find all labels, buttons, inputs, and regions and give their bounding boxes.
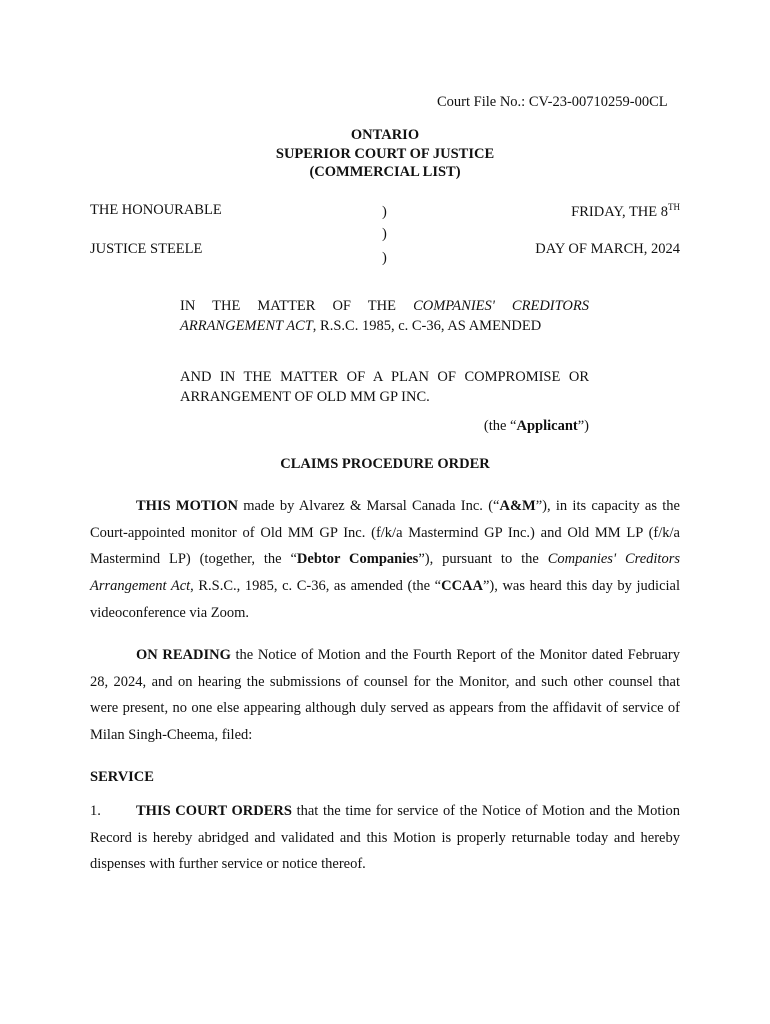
motion-text: made by Alvarez & Marsal Canada Inc. (“ [237,498,500,514]
caption-bracket: ) [382,204,387,220]
applicant-label: Applicant [516,418,578,434]
matter-ccaa-suffix: , R.S.C. 1985, c. C-36, AS AMENDED [312,318,542,334]
monitor-defined-term: A&M [499,498,536,514]
motion-text: , R.S.C., 1985, c. C-36, as amended (the “ [190,578,442,595]
motion-paragraph [90,493,680,627]
matter-plan: AND IN THE MATTER OF A PLAN OF COMPROMISE OR ARRANGEMENT OF OLD MM GP INC. [180,369,589,405]
court-name: SUPERIOR COURT OF JUSTICE [275,146,495,162]
hearing-date: DAY OF MARCH, 2024 [535,241,680,257]
clause-number: 1. [90,803,101,819]
reading-paragraph [90,642,680,749]
court-file-number: Court File No.: CV-23-00710259-00CL [437,94,668,110]
order-title: CLAIMS PROCEDURE ORDER [280,456,490,472]
clause-lead: THIS COURT ORDERS [136,803,292,819]
act-name: Companies' Creditors Arrangement Act [90,551,680,595]
applicant-designation [484,418,589,435]
judge-title: THE HONOURABLE [90,202,222,218]
motion-text: ”), pursuant to the [418,551,548,568]
motion-lead: THIS MOTION [136,498,238,514]
matter-ccaa-prefix: IN THE MATTER OF THE [180,298,414,314]
reading-text: the Notice of Motion and the Fourth Report of the Monitor dated February 28, 2024, and on hearing the submissions of counsel for the Monitor, and such other counsel that were present, no one else appearing although duly served as appears from the affidavit of service of Milan Singh-Cheema, filed: [90,647,680,744]
caption-bracket: ) [382,250,387,266]
matter-ccaa [180,296,589,336]
hearing-day-text: FRIDAY, THE 8 [571,204,668,220]
clause-1 [90,798,680,878]
court-jurisdiction: ONTARIO [350,127,420,143]
ccaa-defined-term: CCAA [441,578,483,595]
applicant-suffix: ”) [577,418,589,434]
applicant-prefix: (the “ [483,418,517,434]
motion-text: ”), was heard this day by judicial videoconference via Zoom. [90,578,681,621]
reading-lead: ON READING [136,647,231,663]
service-heading: SERVICE [90,769,154,785]
court-list: (COMMERCIAL LIST) [309,164,461,180]
motion-text: ”), in its capacity as the Court-appointed monitor of Old MM GP Inc. (f/k/a Mastermind GP Inc.) and Old MM LP (f/k/a Mastermind LP) (together, the “ [90,498,680,568]
hearing-day [571,202,680,221]
debtor-defined-term: Debtor Companies [296,551,419,568]
caption-bracket: ) [382,226,387,242]
clause-text: that the time for service of the Notice of Motion and the Motion Record is hereby abridged and validated and this Motion is properly returnable today and hereby dispenses with further service or notice thereof. [90,803,680,873]
ordinal-suffix: TH [668,202,680,212]
judge-name: JUSTICE STEELE [90,241,203,257]
matter-ccaa-act: COMPANIES' CREDITORS ARRANGEMENT ACT [180,298,589,334]
